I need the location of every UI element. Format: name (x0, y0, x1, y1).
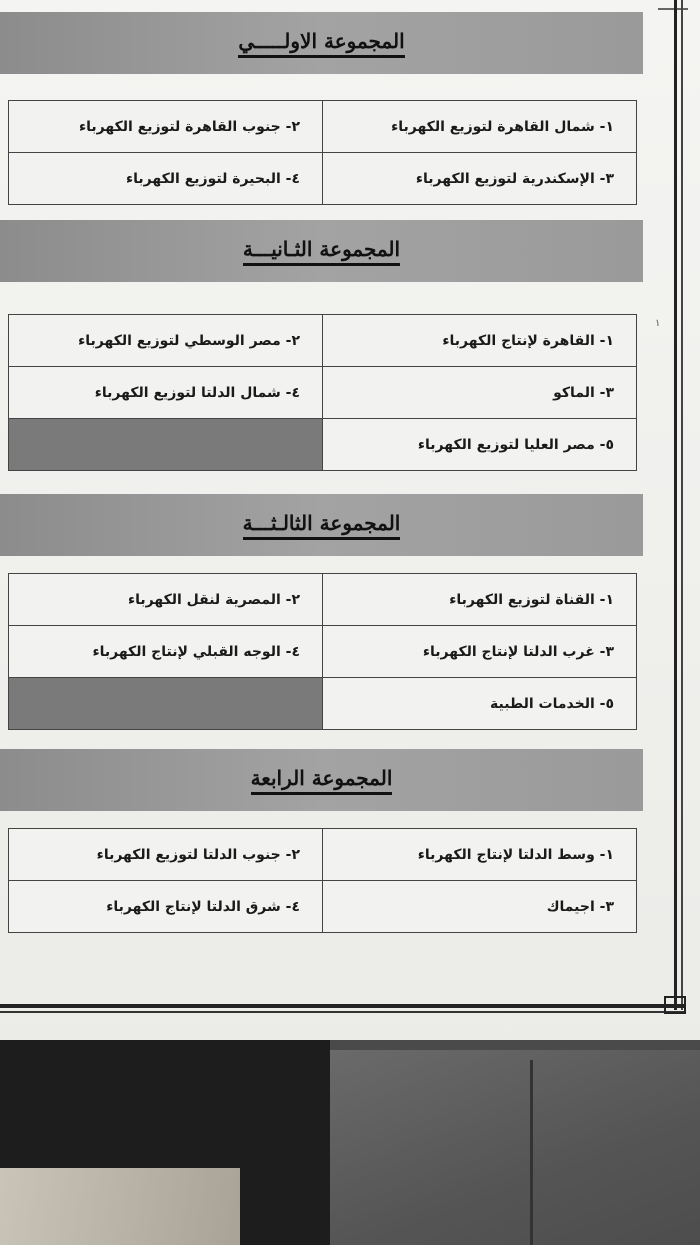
table-cell: ١- القاهرة لإنتاج الكهرباء (323, 315, 637, 367)
table-cell: ٤- الوجه القبلي لإنتاج الكهرباء (9, 626, 323, 678)
background-fabric-crease (530, 1060, 533, 1245)
table-cell: ٤- شمال الدلتا لتوزيع الكهرباء (9, 367, 323, 419)
group-4-title: المجموعة الرابعة (251, 766, 393, 795)
page-corner-ornament (664, 996, 686, 1014)
table-cell: ٢- جنوب الدلتا لتوزيع الكهرباء (9, 829, 323, 881)
group-1-table (8, 100, 637, 205)
group-1-banner (0, 12, 643, 74)
group-3-banner (0, 494, 643, 556)
group-4-table (8, 828, 637, 933)
table-cell: ٤- البحيرة لتوزيع الكهرباء (9, 153, 323, 205)
background-fabric-fold (330, 1050, 700, 1245)
table-cell: ٢- المصرية لنقل الكهرباء (9, 574, 323, 626)
table-cell: ٥- الخدمات الطبية (323, 678, 637, 730)
table-row (9, 419, 637, 471)
table-cell: ١- وسط الدلتا لإنتاج الكهرباء (323, 829, 637, 881)
page-border-right-inner (681, 0, 683, 1010)
table-row (9, 101, 637, 153)
table-row (9, 678, 637, 730)
margin-mark: ١ (655, 318, 661, 329)
group-2-banner (0, 220, 643, 282)
table-row (9, 574, 637, 626)
table-row (9, 829, 637, 881)
table-cell: ٣- اجيماك (323, 881, 637, 933)
page-corner-top (658, 0, 688, 10)
group-4-banner (0, 749, 643, 811)
page-border-right (674, 0, 677, 1010)
table-cell: ١- شمال القاهرة لتوزيع الكهرباء (323, 101, 637, 153)
table-row (9, 367, 637, 419)
table-row (9, 153, 637, 205)
table-row (9, 315, 637, 367)
table-cell: ٣- غرب الدلتا لإنتاج الكهرباء (323, 626, 637, 678)
group-1-title: المجموعة الاولـــــي (238, 29, 404, 58)
group-3-title: المجموعة الثالـثـــة (243, 511, 401, 540)
table-row (9, 626, 637, 678)
table-cell: ٢- مصر الوسطي لتوزيع الكهرباء (9, 315, 323, 367)
table-cell: ٤- شرق الدلتا لإنتاج الكهرباء (9, 881, 323, 933)
table-cell: ٢- جنوب القاهرة لتوزيع الكهرباء (9, 101, 323, 153)
background-fabric-light (0, 1168, 240, 1245)
table-row (9, 881, 637, 933)
page-border-bottom (0, 1004, 686, 1008)
table-cell-empty (9, 678, 323, 730)
table-cell-empty (9, 419, 323, 471)
table-cell: ٣- الماكو (323, 367, 637, 419)
group-3-table (8, 573, 637, 730)
group-2-title: المجموعة الثـانيـــة (243, 237, 400, 266)
table-cell: ١- القناة لتوزيع الكهرباء (323, 574, 637, 626)
page-border-bottom-inner (0, 1011, 686, 1013)
table-cell: ٥- مصر العليا لتوزيع الكهرباء (323, 419, 637, 471)
table-cell: ٣- الإسكندرية لتوزيع الكهرباء (323, 153, 637, 205)
group-2-table (8, 314, 637, 471)
